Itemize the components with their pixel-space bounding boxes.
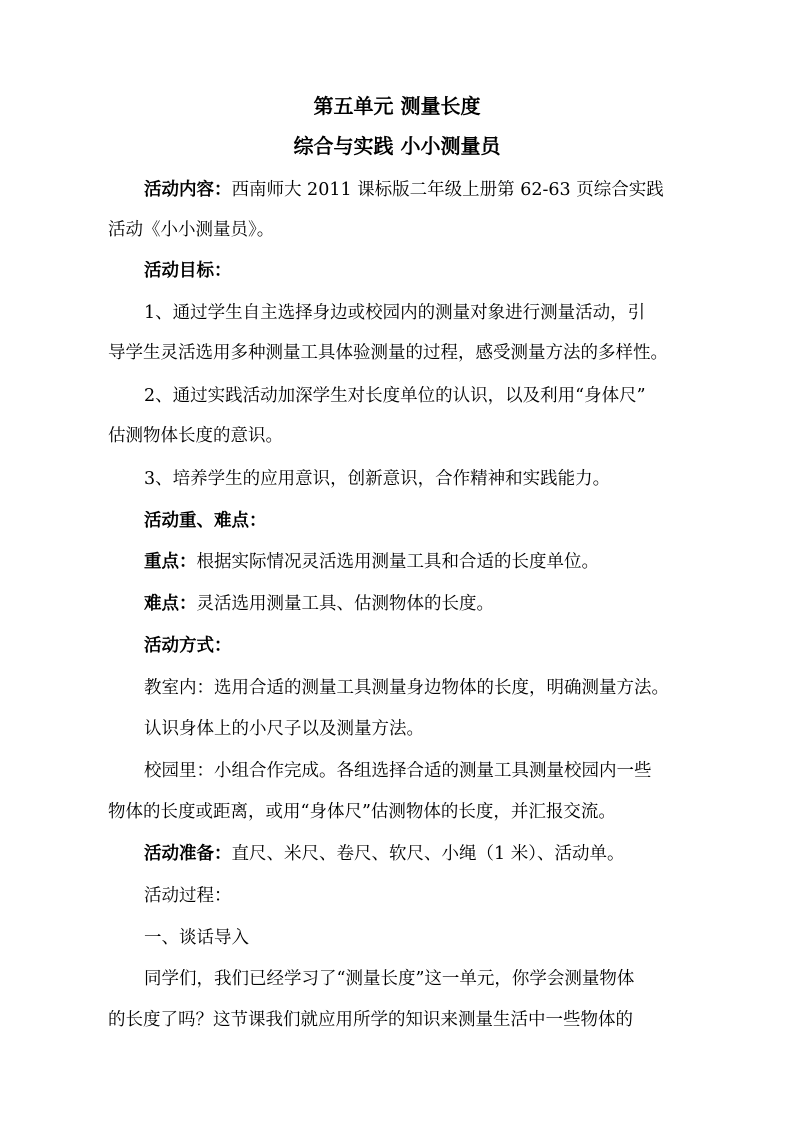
intro-line-1: 同学们，我们已经学习了“测量长度”这一单元，你学会测量物体 bbox=[144, 969, 635, 989]
document-title: 第五单元 测量长度 bbox=[313, 94, 481, 118]
goal-3: 3、培养学生的应用意识，创新意识，合作精神和实践能力。 bbox=[144, 469, 611, 489]
prep-label: 活动准备： bbox=[144, 844, 232, 864]
process-heading: 活动过程： bbox=[144, 886, 232, 906]
prep-paragraph bbox=[108, 842, 688, 866]
focus-paragraph bbox=[108, 550, 688, 574]
prep-text: 直尺、米尺、卷尺、软尺、小绳（1 米）、活动单。 bbox=[231, 844, 625, 864]
document-subtitle: 综合与实践 小小测量员 bbox=[293, 134, 501, 158]
goal-heading: 活动目标： bbox=[144, 261, 232, 281]
content-paragraph bbox=[108, 178, 688, 202]
difficulty-paragraph bbox=[108, 592, 688, 616]
goal-2-line-1: 2、通过实践活动加深学生对长度单位的认识，以及利用“身体尺” bbox=[144, 386, 646, 406]
goal-2-line-2: 估测物体长度的意识。 bbox=[108, 426, 283, 446]
campus-line-2: 物体的长度或距离，或用“身体尺”估测物体的长度，并汇报交流。 bbox=[108, 802, 616, 822]
goal-1-line-2: 导学生灵活选用多种测量工具体验测量的过程，感受测量方法的多样性。 bbox=[108, 343, 668, 363]
difficulty-label: 难点： bbox=[144, 594, 197, 614]
content-text: 西南师大 2011 课标版二年级上册第 62-63 页综合实践 bbox=[231, 180, 664, 200]
method-heading: 活动方式： bbox=[144, 636, 232, 656]
keypoint-heading: 活动重、难点： bbox=[144, 511, 267, 531]
difficulty-text: 灵活选用测量工具、估测物体的长度。 bbox=[196, 594, 494, 614]
classroom-line-1: 教室内：选用合适的测量工具测量身边物体的长度，明确测量方法。 bbox=[144, 678, 669, 698]
focus-text: 根据实际情况灵活选用测量工具和合适的长度单位。 bbox=[196, 552, 599, 572]
goal-1-line-1: 1、通过学生自主选择身边或校园内的测量对象进行测量活动，引 bbox=[144, 303, 646, 323]
intro-line-2: 的长度了吗？这节课我们就应用所学的知识来测量生活中一些物体的 bbox=[108, 1010, 633, 1030]
section-1-heading: 一、谈话导入 bbox=[144, 928, 249, 948]
classroom-line-2: 认识身体上的小尺子以及测量方法。 bbox=[144, 719, 424, 739]
content-label: 活动内容： bbox=[144, 180, 232, 200]
content-text-continued: 活动《小小测量员》。 bbox=[108, 220, 275, 240]
focus-label: 重点： bbox=[144, 552, 197, 572]
campus-line-1: 校园里：小组合作完成。各组选择合适的测量工具测量校园内一些 bbox=[144, 761, 652, 781]
